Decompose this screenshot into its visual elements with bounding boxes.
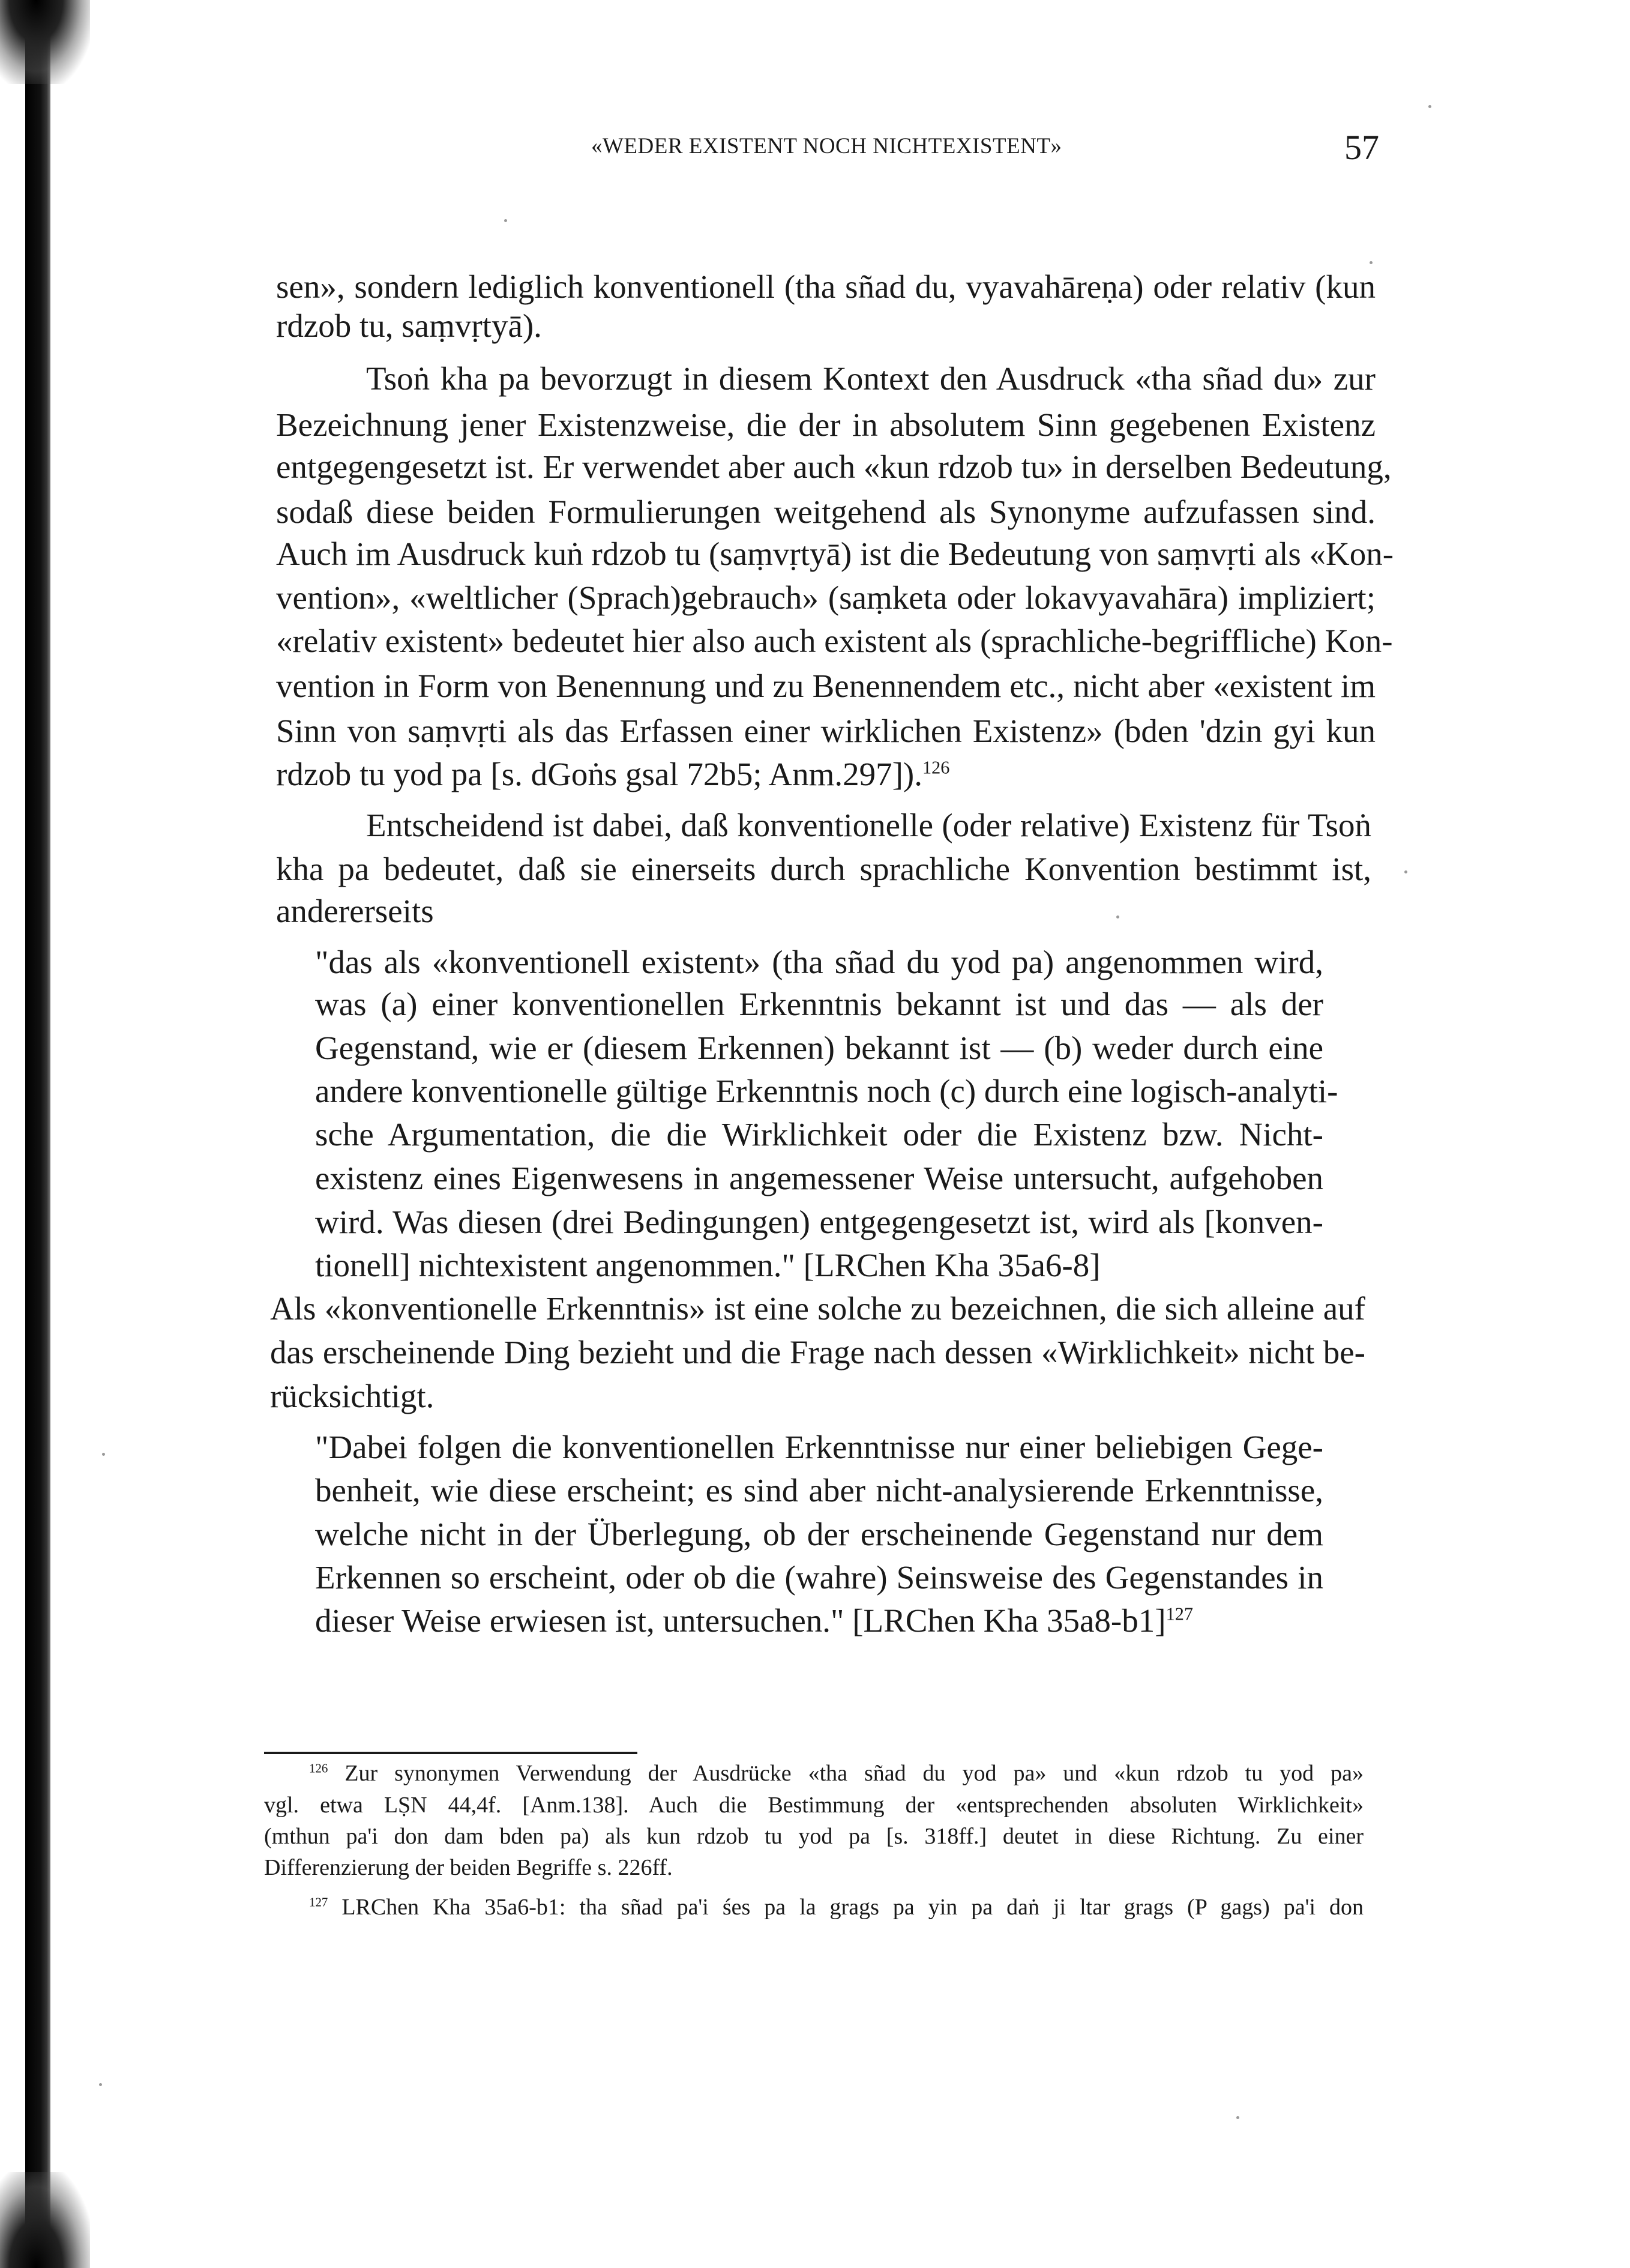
text-line: vention», «weltlicher (Sprach)gebrauch» (saṃketa oder lokavyavahāra) impliziert; xyxy=(276,579,1376,616)
quote-line: sche Argumentation, die die Wirklichkeit oder die Existenz bzw. Nicht- xyxy=(315,1116,1323,1153)
footnote-number-127: 127 xyxy=(309,1895,328,1910)
text-line: kha pa bedeutet, daß sie einerseits durch sprachliche Konvention bestimmt ist, xyxy=(276,851,1371,887)
quote-line: Gegenstand, wie er (diesem Erkennen) bekannt ist — (b) weder durch eine xyxy=(315,1030,1323,1066)
scan-speck xyxy=(1116,915,1119,918)
footnote-127-text: LRChen Kha 35a6-b1: tha sñad pa'i śes pa la grags pa yin pa daṅ ji ltar grags (P gags) pa'i don xyxy=(341,1895,1364,1920)
quote-line: "das als «konventionell existent» (tha sñad du yod pa) angenommen wird, xyxy=(315,944,1323,980)
footnote-separator xyxy=(264,1752,637,1754)
quote-line-content: dieser Weise erwiesen ist, untersuchen." [LRChen Kha 35a8-b1] xyxy=(315,1602,1166,1639)
quote-line: was (a) einer konventionellen Erkenntnis bekannt ist und das — als der xyxy=(315,986,1323,1022)
scan-speck xyxy=(1370,261,1373,264)
text-line: Entscheidend ist dabei, daß konventionelle (oder relative) Existenz für Tsoṅ xyxy=(366,807,1371,843)
text-line xyxy=(276,758,949,791)
text-line: sen», sondern lediglich konventionell (tha sñad du, vyavahāreṇa) oder relativ (kun xyxy=(276,268,1376,305)
footnote-number-126: 126 xyxy=(309,1761,328,1776)
scan-speck xyxy=(99,2083,102,2086)
footnote-126-line: (mthun pa'i don dam bden pa) als kun rdzob tu yod pa [s. 318ff.] deutet in diese Richtung. Zu einer xyxy=(264,1824,1364,1849)
quote-line: "Dabei folgen die konventionellen Erkenntnisse nur einer beliebigen Gege- xyxy=(315,1429,1323,1465)
text-line: «relativ existent» bedeutet hier also auch existent als (sprachliche-begriffliche) Kon- xyxy=(276,623,1393,659)
page-number: 57 xyxy=(1344,128,1379,167)
text-line: rdzob tu, saṃvṛtyā). xyxy=(276,307,542,344)
footnote-126-text: Zur synonymen Verwendung der Ausdrücke «tha sñad du yod pa» und «kun rdzob tu yod pa» xyxy=(344,1761,1364,1786)
scan-speck xyxy=(1236,2116,1239,2119)
text-line-content: rdzob tu yod pa [s. dGoṅs gsal 72b5; Anm.297]). xyxy=(276,756,922,792)
quote-line: existenz eines Eigenwesens in angemessener Weise untersucht, aufgehoben xyxy=(315,1160,1323,1196)
scan-speck xyxy=(504,219,507,222)
scan-speck xyxy=(102,1453,105,1456)
text-line: das erscheinende Ding bezieht und die Frage nach dessen «Wirklichkeit» nicht be- xyxy=(270,1334,1365,1371)
running-title: «WEDER EXISTENT NOCH NICHTEXISTENT» xyxy=(591,134,1062,158)
footnote-126-line: vgl. etwa LṢN 44,4f. [Anm.138]. Auch die Bestimmung der «entsprechenden absoluten Wirklichkeit» xyxy=(264,1793,1364,1818)
text-line: Sinn von saṃvṛti als das Erfassen einer wirklichen Existenz» (bden 'dzin gyi kun xyxy=(276,713,1376,749)
text-line: rücksichtigt. xyxy=(270,1378,435,1414)
text-line: Als «konventionelle Erkenntnis» ist eine solche zu bezeichnen, die sich alleine auf xyxy=(270,1290,1365,1327)
text-line: Auch im Ausdruck kuṅ rdzob tu (saṃvṛtyā) ist die Bedeutung von saṃvṛti als «Kon- xyxy=(276,535,1394,572)
quote-line: Erkennen so erscheint, oder ob die (wahre) Seinsweise des Gegenstandes in xyxy=(315,1559,1323,1596)
text-line: entgegengesetzt ist. Er verwendet aber auch «kun rdzob tu» in derselben Bedeutung, xyxy=(276,448,1392,485)
note-reference-126: 126 xyxy=(922,757,950,778)
text-line: sodaß diese beiden Formulierungen weitgehend als Synonyme aufzufassen sind. xyxy=(276,493,1376,530)
text-line: vention in Form von Benennung und zu Benennendem etc., nicht aber «existent im xyxy=(276,668,1376,704)
quote-line: andere konventionelle gültige Erkenntnis noch (c) durch eine logisch-analyti- xyxy=(315,1073,1338,1109)
scan-speck xyxy=(1404,870,1407,873)
text-line: Tsoṅ kha pa bevorzugt in diesem Kontext den Ausdruck «tha sñad du» zur xyxy=(366,360,1376,397)
footnote-126-line xyxy=(309,1762,1364,1785)
quote-line xyxy=(315,1604,1193,1637)
quote-line: benheit, wie diese erscheint; es sind aber nicht-analysierende Erkenntnisse, xyxy=(315,1472,1323,1509)
scan-speck xyxy=(1428,105,1431,108)
text-line: Bezeichnung jener Existenzweise, die der in absolutem Sinn gegebenen Existenz xyxy=(276,406,1376,443)
footnote-127-line xyxy=(309,1896,1364,1919)
quote-line: wird. Was diesen (drei Bedingungen) entgegengesetzt ist, wird als [konven- xyxy=(315,1204,1323,1240)
text-line: andererseits xyxy=(276,893,434,929)
quote-line: welche nicht in der Überlegung, ob der erscheinende Gegenstand nur dem xyxy=(315,1516,1323,1552)
quote-line: tionell] nichtexistent angenommen." [LRChen Kha 35a6-8] xyxy=(315,1247,1101,1283)
note-reference-127: 127 xyxy=(1165,1603,1193,1624)
footnote-126-line: Differenzierung der beiden Begriffe s. 226ff. xyxy=(264,1855,673,1880)
